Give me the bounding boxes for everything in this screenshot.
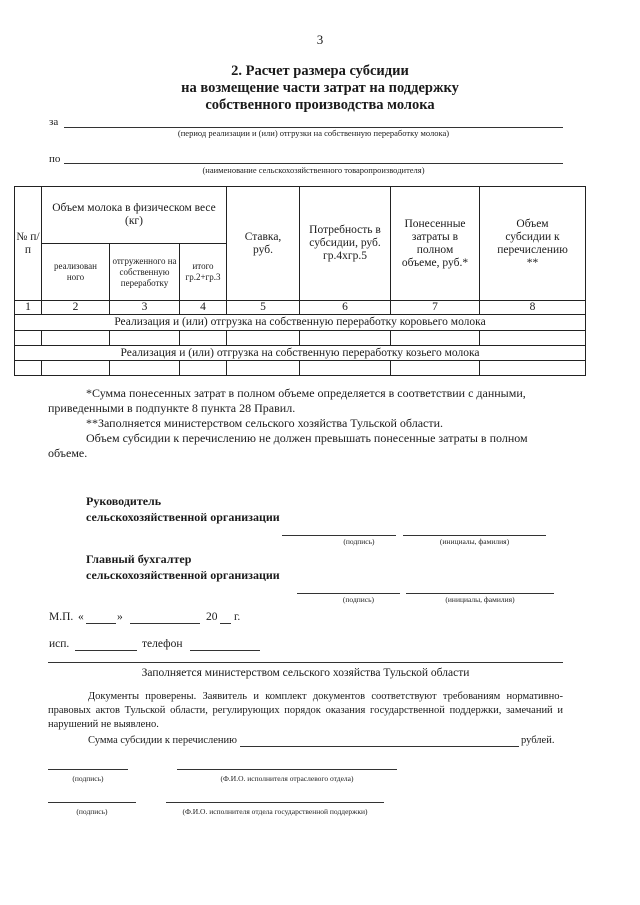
head-name-hint: (инициалы, фамилия) [439,537,510,546]
quote-close: » [117,611,123,623]
sum-unit: рублей. [521,735,555,746]
header-volume: Объем молока в физическом весе (кг) [42,187,227,244]
producer-field[interactable] [64,163,563,164]
table-cell[interactable] [42,361,110,376]
table-cell[interactable] [480,331,586,346]
col-number: 4 [180,301,227,315]
support-signature-field[interactable] [48,802,136,803]
phone-label: телефон [142,638,183,650]
head-line-1: Руководитель [86,494,162,508]
header-subsidy: Объем субсидии к перечислению ** [480,187,586,301]
support-sign-hint: (подпись) [76,807,108,816]
month-field[interactable] [130,623,200,624]
section-cow-milk: Реализация и (или) отгрузка на собственную переработку коровьего молока [15,315,586,331]
header-rate: Ставка, руб. [227,187,300,301]
section-divider [48,662,563,663]
accountant-line-1: Главный бухгалтер [86,552,192,566]
title-line-3: собственного производства молока [205,97,435,113]
ministry-checked-text: Документы проверены. Заявитель и комплект документов соответствуют требованиям нормативно-правовых актов Тульской области, регулирующих порядок оказания государственной поддержки, замечаний и нарушений не выявлено. [48,691,563,730]
head-line-2: сельскохозяйственной организации [86,510,280,524]
header-total: итого гр.2+гр.3 [180,244,227,301]
mp-label: М.П. [49,611,74,623]
accountant-name-field[interactable] [406,593,554,594]
sum-field[interactable] [240,746,519,747]
header-sold: реализован ного [42,244,110,301]
head-label [86,493,280,525]
quote-open: « [78,611,84,623]
note-ministry: **Заполняется министерством сельского хозяйства Тульской области. [86,416,444,430]
table-cell[interactable] [180,361,227,376]
header-need: Потребность в субсидии, руб. гр.4хгр.5 [300,187,391,301]
table-cell[interactable] [300,361,391,376]
col-number: 6 [300,301,391,315]
table-cell[interactable] [110,331,180,346]
section-goat-milk: Реализация и (или) отгрузка на собственную переработку козьего молока [15,346,586,361]
header-costs: Понесенные затраты в полном объеме, руб.* [391,187,480,301]
table-cell[interactable] [480,361,586,376]
col-number: 3 [110,301,180,315]
col-number: 8 [480,301,586,315]
producer-label: по [49,153,61,165]
table-cell[interactable] [300,331,391,346]
col-number: 1 [15,301,42,315]
note-limit: Объем субсидии к перечислению не должен превышать понесенные затраты в полном объеме. [48,431,528,460]
branch-name-field[interactable] [177,769,397,770]
executor-field[interactable] [75,650,137,651]
table-cell[interactable] [227,361,300,376]
year-prefix: 20 [206,611,218,623]
year-field[interactable] [220,623,231,624]
accountant-label [86,551,280,583]
table-cell[interactable] [110,361,180,376]
head-sign-hint: (подпись) [343,537,375,546]
document-title [60,63,580,114]
accountant-signature-field[interactable] [297,593,400,594]
support-name-hint: (Ф.И.О. исполнителя отдела государственной поддержки) [182,807,368,816]
period-hint: (период реализации и (или) отгрузки на собственную переработку молока) [177,128,450,138]
branch-sign-hint: (подпись) [72,774,104,783]
head-signature-field[interactable] [282,535,396,536]
table-cell[interactable] [15,361,42,376]
table-cell[interactable] [180,331,227,346]
title-line-2: на возмещение части затрат на поддержку [181,80,459,96]
header-shipped: отгруженного на собственную переработку [110,244,180,301]
ministry-heading: Заполняется министерством сельского хозяйства Тульской области [141,667,470,679]
branch-name-hint: (Ф.И.О. исполнителя отраслевого отдела) [220,774,354,783]
head-name-field[interactable] [403,535,546,536]
subsidy-table [14,186,586,376]
accountant-name-hint: (инициалы, фамилия) [445,595,515,604]
branch-signature-field[interactable] [48,769,128,770]
accountant-sign-hint: (подпись) [342,595,375,604]
title-line-1: 2. Расчет размера субсидии [231,63,409,79]
period-label: за [49,116,59,128]
table-cell[interactable] [391,331,480,346]
col-number: 5 [227,301,300,315]
header-num: № п/п [15,187,42,301]
table-cell[interactable] [391,361,480,376]
col-number: 2 [42,301,110,315]
page-number: 3 [316,32,324,47]
note-costs: *Сумма понесенных затрат в полном объеме определяется в соответствии с данными, приведенными в подпункте 8 пункта 28 Правил. [48,386,526,415]
phone-field[interactable] [190,650,260,651]
table-cell[interactable] [42,331,110,346]
producer-hint: (наименование сельскохозяйственного товаропроизводителя) [202,165,425,175]
table-cell[interactable] [15,331,42,346]
accountant-line-2: сельскохозяйственной организации [86,568,280,582]
year-suffix: г. [234,611,241,623]
executor-label: исп. [49,638,70,650]
table-cell[interactable] [227,331,300,346]
support-name-field[interactable] [166,802,384,803]
day-field[interactable] [86,623,116,624]
col-number: 7 [391,301,480,315]
sum-label: Сумма субсидии к перечислению [88,735,238,746]
